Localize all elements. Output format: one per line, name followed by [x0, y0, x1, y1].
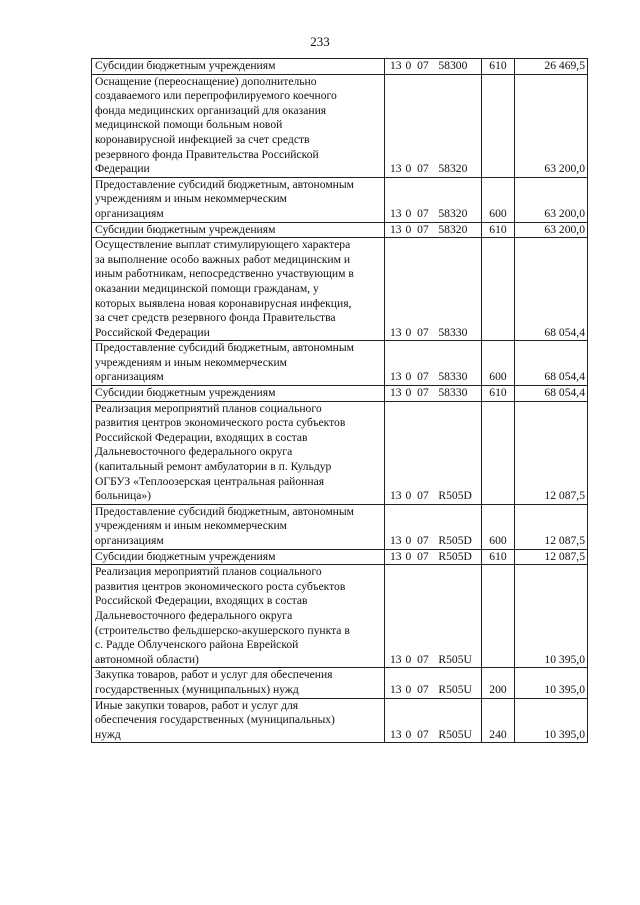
row-name-cell: [92, 238, 385, 341]
row-name-line: государственных (муниципальных) нужд: [95, 682, 299, 696]
row-code-cell: [385, 238, 482, 341]
row-name-line: медицинской помощи больным новой: [95, 118, 283, 132]
row-code: [387, 59, 479, 74]
row-name-line: Субсидии бюджетным учреждениям: [95, 549, 276, 563]
table-row: [92, 59, 588, 75]
table-row: [92, 549, 588, 565]
row-code-cell: [385, 341, 482, 386]
row-sum-cell: 68 054,4: [515, 341, 588, 386]
row-name-line: автономной области): [95, 652, 199, 666]
code-part-section: 13: [390, 59, 402, 72]
row-expense-type-cell: 600: [482, 504, 515, 549]
row-name-line: учреждениям и иным некоммерческим: [95, 519, 288, 533]
row-name-lines: [95, 386, 381, 401]
row-name-line: развития центров экономического роста субъектов: [95, 579, 346, 593]
row-name-cell: [92, 386, 385, 402]
row-sum-cell: 68 054,4: [515, 238, 588, 341]
code-part-subprogram: 0: [405, 727, 412, 741]
row-code: [387, 683, 479, 698]
code-part-section: 13: [390, 206, 402, 220]
row-name-line: оказании медицинской помощи гражданам, у: [95, 281, 319, 295]
row-expense-type-cell: 600: [482, 341, 515, 386]
row-name-lines: [95, 341, 381, 385]
row-name-line: Субсидии бюджетным учреждениям: [95, 59, 276, 72]
row-name-lines: [95, 402, 381, 504]
row-name-line: организациям: [95, 534, 164, 547]
row-name-line: Федерации: [95, 162, 150, 176]
row-sum-cell: 63 200,0: [515, 177, 588, 222]
row-name-line: учреждениям и иным некоммерческим: [95, 355, 288, 369]
row-name-line: больница»): [95, 489, 152, 503]
code-part-direction: 58300: [438, 59, 468, 72]
row-name-lines: [95, 238, 381, 340]
row-code: [387, 223, 479, 238]
row-name-cell: [92, 74, 385, 177]
code-part-section: 13: [390, 652, 402, 666]
row-name-line: за выполнение особо важных работ медицинским и: [95, 252, 351, 266]
row-expense-type-cell: 200: [482, 668, 515, 698]
code-part-section: 13: [390, 682, 402, 696]
row-code-cell: [385, 386, 482, 402]
code-part-main-event: 07: [417, 549, 429, 563]
row-code: [387, 386, 479, 401]
row-expense-type-cell: 600: [482, 177, 515, 222]
row-name-line: Предоставление субсидий бюджетным, автономным: [95, 341, 355, 355]
code-part-subprogram: 0: [405, 222, 412, 236]
row-code-cell: [385, 668, 482, 698]
code-part-subprogram: 0: [405, 652, 412, 666]
row-expense-type-cell: [482, 238, 515, 341]
row-name-line: Реализация мероприятий планов социального: [95, 401, 322, 415]
row-sum-cell: 12 087,5: [515, 401, 588, 504]
code-part-direction: R505D: [438, 549, 472, 563]
code-part-direction: R505U: [438, 727, 472, 741]
row-code: [387, 534, 479, 549]
row-name-line: (капитальный ремонт амбулатории в п. Кульдур: [95, 460, 332, 474]
code-part-direction: 58330: [438, 325, 468, 339]
row-code-cell: [385, 59, 482, 75]
row-name-cell: [92, 698, 385, 743]
code-part-subprogram: 0: [405, 370, 412, 384]
row-name-line: фонда медицинских организаций для оказания: [95, 103, 327, 117]
code-part-section: 13: [390, 222, 402, 236]
row-name-line: иным работникам, непосредственно участвующим в: [95, 267, 354, 281]
row-name-lines: [95, 699, 381, 743]
budget-table: [91, 58, 588, 743]
row-expense-type-cell: [482, 74, 515, 177]
code-part-main-event: 07: [417, 682, 429, 696]
row-expense-type-cell: [482, 401, 515, 504]
code-part-main-event: 07: [417, 59, 429, 72]
row-code: [387, 653, 479, 668]
table-row: [92, 74, 588, 177]
code-part-section: 13: [390, 370, 402, 384]
table-row: [92, 238, 588, 341]
row-name-line: развития центров экономического роста субъектов: [95, 416, 346, 430]
row-sum-cell: 12 087,5: [515, 549, 588, 565]
code-part-main-event: 07: [417, 534, 429, 547]
row-name-cell: [92, 668, 385, 698]
row-name-line: за счет средств резервного фонда Правительства: [95, 311, 336, 325]
code-part-section: 13: [390, 534, 402, 547]
code-part-direction: R505U: [438, 652, 472, 666]
row-code-cell: [385, 504, 482, 549]
row-code-cell: [385, 222, 482, 238]
row-code: [387, 550, 479, 565]
row-code: [387, 326, 479, 341]
row-name-line: которых выявлена новая коронавирусная инфекция,: [95, 296, 352, 310]
code-part-direction: R505D: [438, 534, 472, 547]
code-part-subprogram: 0: [405, 549, 412, 563]
code-part-main-event: 07: [417, 489, 429, 503]
row-name-cell: [92, 401, 385, 504]
code-part-direction: R505D: [438, 489, 472, 503]
table-row: [92, 504, 588, 549]
code-part-section: 13: [390, 325, 402, 339]
table-row: [92, 222, 588, 238]
row-name-lines: [95, 505, 381, 549]
code-part-main-event: 07: [417, 727, 429, 741]
code-part-direction: 58330: [438, 370, 468, 384]
row-name-cell: [92, 504, 385, 549]
code-part-direction: 58330: [438, 386, 468, 400]
row-name-line: организациям: [95, 370, 164, 384]
row-name-line: нужд: [95, 727, 121, 741]
row-name-line: Дальневосточного федерального округа: [95, 608, 293, 622]
row-name-cell: [92, 222, 385, 238]
row-name-line: Осуществление выплат стимулирующего характера: [95, 238, 351, 252]
row-sum-cell: 10 395,0: [515, 668, 588, 698]
code-part-main-event: 07: [417, 386, 429, 400]
row-name-line: создаваемого или перепрофилируемого коечного: [95, 89, 337, 103]
row-name-line: Дальневосточного федерального округа: [95, 445, 293, 459]
table-row: [92, 565, 588, 668]
row-sum-cell: 63 200,0: [515, 74, 588, 177]
row-name-line: Субсидии бюджетным учреждениям: [95, 222, 276, 236]
table-row: [92, 341, 588, 386]
row-name-line: Закупка товаров, работ и услуг для обеспечения: [95, 668, 333, 682]
row-name-cell: [92, 177, 385, 222]
row-name-lines: [95, 75, 381, 177]
code-part-main-event: 07: [417, 162, 429, 176]
row-code: [387, 162, 479, 177]
code-part-subprogram: 0: [405, 162, 412, 176]
table-row: [92, 401, 588, 504]
code-part-subprogram: 0: [405, 59, 412, 72]
code-part-direction: 58320: [438, 222, 468, 236]
row-name-lines: [95, 59, 381, 74]
code-part-subprogram: 0: [405, 534, 412, 547]
row-sum-cell: 10 395,0: [515, 698, 588, 743]
row-name-line: учреждениям и иным некоммерческим: [95, 192, 288, 206]
row-code-cell: [385, 549, 482, 565]
code-part-subprogram: 0: [405, 325, 412, 339]
row-name-cell: [92, 565, 385, 668]
row-sum-cell: 26 469,5: [515, 59, 588, 75]
row-sum-cell: 63 200,0: [515, 222, 588, 238]
code-part-direction: 58320: [438, 206, 468, 220]
table-row: [92, 698, 588, 743]
row-name-line: организациям: [95, 206, 164, 220]
code-part-direction: R505U: [438, 682, 472, 696]
row-code: [387, 370, 479, 385]
row-expense-type-cell: [482, 565, 515, 668]
row-sum-cell: 12 087,5: [515, 504, 588, 549]
code-part-main-event: 07: [417, 370, 429, 384]
row-name-lines: [95, 565, 381, 667]
budget-table-body: [92, 59, 588, 743]
row-code: [387, 489, 479, 504]
row-name-lines: [95, 668, 381, 697]
row-name-cell: [92, 549, 385, 565]
row-name-lines: [95, 178, 381, 222]
table-row: [92, 668, 588, 698]
code-part-direction: 58320: [438, 162, 468, 176]
code-part-main-event: 07: [417, 206, 429, 220]
row-name-line: обеспечения государственных (муниципальных): [95, 713, 335, 727]
row-code-cell: [385, 74, 482, 177]
row-name-lines: [95, 550, 381, 565]
row-code-cell: [385, 698, 482, 743]
row-code-cell: [385, 565, 482, 668]
code-part-subprogram: 0: [405, 206, 412, 220]
row-name-line: Российской Федерации: [95, 325, 210, 339]
row-name-cell: [92, 341, 385, 386]
row-code-cell: [385, 401, 482, 504]
code-part-section: 13: [390, 386, 402, 400]
row-name-line: резервного фонда Правительства Российской: [95, 147, 319, 161]
row-expense-type-cell: 610: [482, 549, 515, 565]
row-sum-cell: 68 054,4: [515, 386, 588, 402]
page-number: 233: [310, 34, 330, 49]
row-name-line: с. Радде Облученского района Еврейской: [95, 638, 299, 652]
row-name-line: Предоставление субсидий бюджетным, автономным: [95, 504, 355, 518]
row-name-lines: [95, 223, 381, 238]
row-name-line: Предоставление субсидий бюджетным, автономным: [95, 177, 355, 191]
row-sum-cell: 10 395,0: [515, 565, 588, 668]
row-code: [387, 207, 479, 222]
code-part-main-event: 07: [417, 222, 429, 236]
row-name-line: Оснащение (переоснащение) дополнительно: [95, 74, 317, 88]
row-name-line: Субсидии бюджетным учреждениям: [95, 386, 276, 400]
row-name-line: коронавирусной инфекцией за счет средств: [95, 132, 310, 146]
row-name-line: Российской Федерации, входящих в состав: [95, 430, 308, 444]
row-expense-type-cell: 610: [482, 59, 515, 75]
row-code-cell: [385, 177, 482, 222]
row-name-line: Российской Федерации, входящих в состав: [95, 594, 308, 608]
code-part-section: 13: [390, 549, 402, 563]
row-name-line: ОГБУЗ «Теплоозерская центральная районная: [95, 474, 325, 488]
code-part-subprogram: 0: [405, 386, 412, 400]
row-name-line: Реализация мероприятий планов социального: [95, 565, 322, 579]
row-name-cell: [92, 59, 385, 75]
row-name-line: (строительство фельдшерско-акушерского пункта в: [95, 623, 350, 637]
code-part-section: 13: [390, 489, 402, 503]
row-name-line: Иные закупки товаров, работ и услуг для: [95, 698, 299, 712]
table-row: [92, 177, 588, 222]
row-code: [387, 728, 479, 743]
code-part-subprogram: 0: [405, 489, 412, 503]
code-part-subprogram: 0: [405, 682, 412, 696]
code-part-section: 13: [390, 727, 402, 741]
code-part-section: 13: [390, 162, 402, 176]
row-expense-type-cell: 610: [482, 222, 515, 238]
code-part-main-event: 07: [417, 652, 429, 666]
row-expense-type-cell: 610: [482, 386, 515, 402]
table-row: [92, 386, 588, 402]
row-expense-type-cell: 240: [482, 698, 515, 743]
code-part-main-event: 07: [417, 325, 429, 339]
